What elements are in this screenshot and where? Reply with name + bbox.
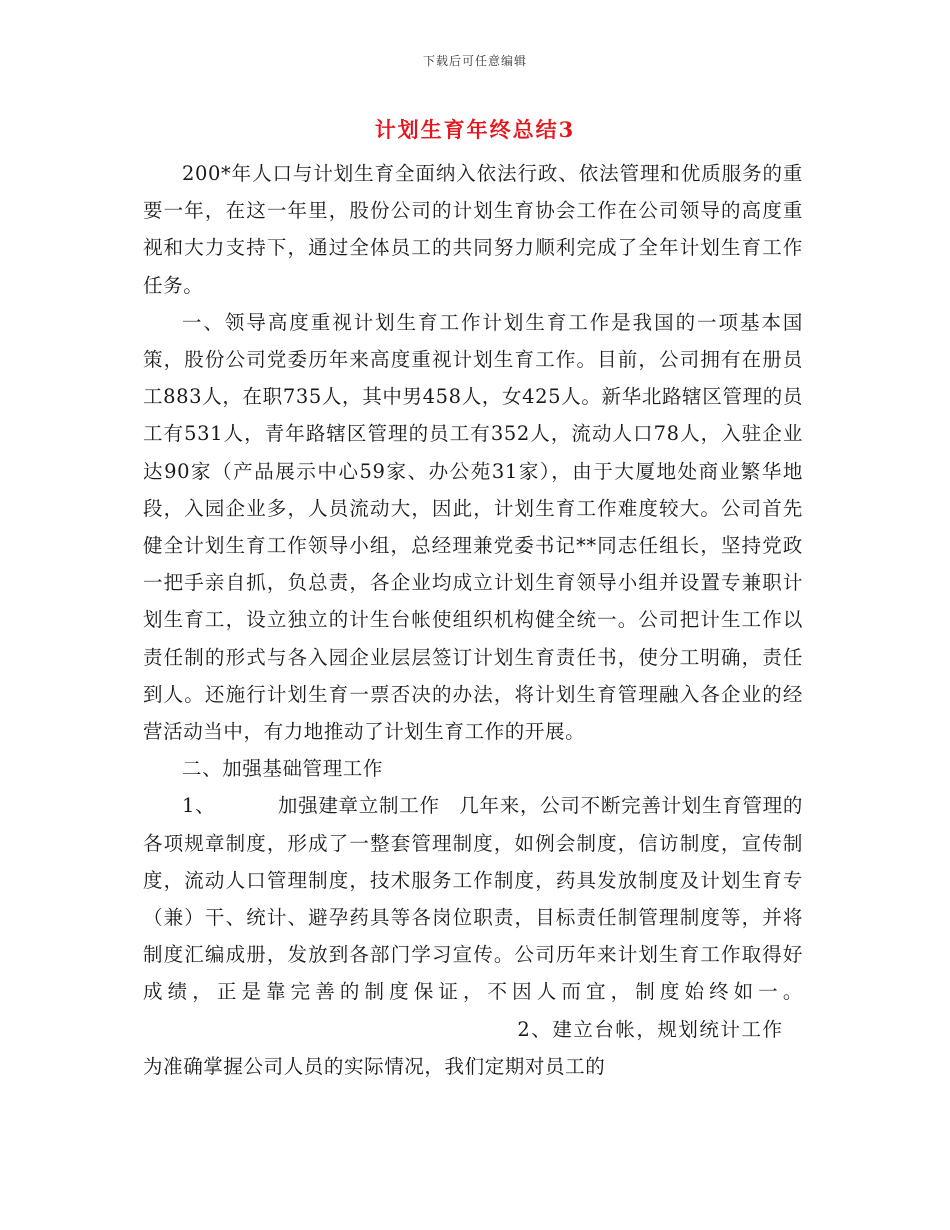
paragraph-intro: 200*年人口与计划生育全面纳入依法行政、依法管理和优质服务的重要一年，在这一年里，股份公司的计划生育协会工作在公司领导的高度重视和大力支持下，通过全体员工的共同努力顺利完成了全年计划生育工作任务。 — [143, 162, 803, 297]
item-1-heading: 加强建章立制工作 — [277, 794, 440, 818]
document-body — [143, 155, 803, 1085]
item-2-body: 为准确掌握公司人员的实际情况，我们定期对员工的 — [143, 1054, 606, 1078]
item-1-body: 几年来，公司不断完善计划生育管理的各项规章制度，形成了一整套管理制度，如例会制度，信访制度，宣传制度，流动人口管理制度，技术服务工作制度，药具发放制度及计划生育专（兼）干、统计、避孕药具等各岗位职责，目标责任制管理制度等，并将制度汇编成册，发放到各部门学习宣传。公司历年来计划生育工作取得好成绩，正是靠完善的制度保证，不因人而宜，制度始终如一。 — [143, 794, 803, 1004]
paragraph-section-1: 一、领导高度重视计划生育工作计划生育工作是我国的一项基本国策，股份公司党委历年来高度重视计划生育工作。目前，公司拥有在册员工883人，在职735人，其中男458人，女425人。新华北路辖区管理的员工有531人，青年路辖区管理的员工有352人，流动人口78人，入驻企业达90家（产品展示中心59家、办公苑31家），由于大厦地处商业繁华地段，入园企业多，人员流动大，因此，计划生育工作难度较大。公司首先健全计划生育工作领导小组，总经理兼党委书记**同志任组长，坚持党政一把手亲自抓，负总责，各企业均成立计划生育领导小组并设置专兼职计划生育工，设立独立的计生台帐使组织机构健全统一。公司把计生工作以责任制的形式与各入园企业层层签订计划生育责任书，使分工明确，责任到人。还施行计划生育一票否决的办法，将计划生育管理融入各企业的经营活动当中，有力地推动了计划生育工作的开展。 — [143, 310, 803, 744]
header-note: 下载后可任意编辑 — [422, 54, 527, 68]
item-1-number: 1、 — [182, 794, 216, 818]
document-title: 计划生育年终总结3 — [374, 117, 576, 142]
paragraph-section-2-heading: 二、加强基础管理工作 — [182, 757, 384, 781]
paragraph-item-1 — [143, 787, 803, 1085]
item-2-heading: 2、建立台帐，规划统计工作 — [517, 1017, 784, 1041]
